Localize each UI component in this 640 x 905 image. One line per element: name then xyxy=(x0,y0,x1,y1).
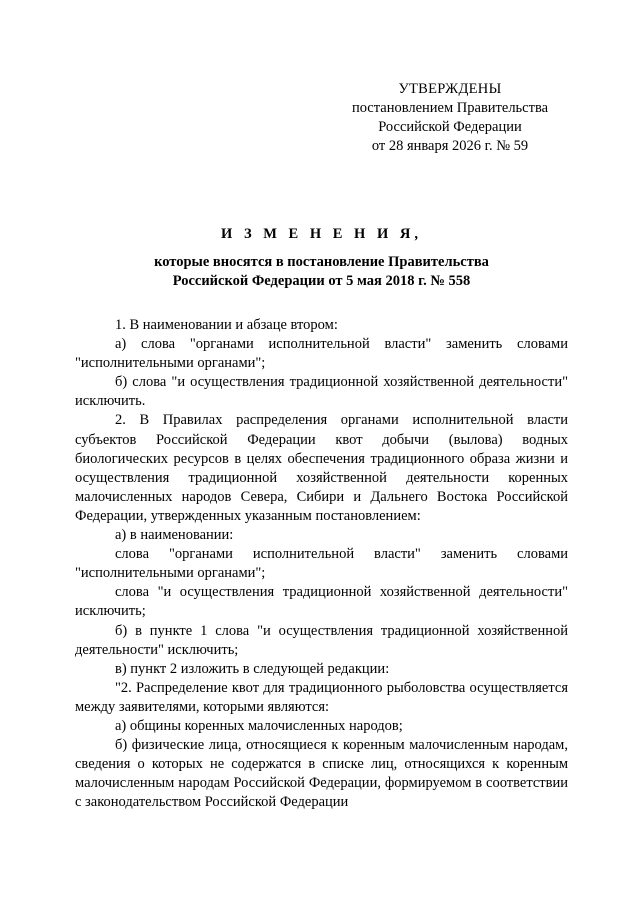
approval-stamp xyxy=(330,80,570,156)
paragraph: слова "и осуществления традиционной хозяйственной деятельности" исключить; xyxy=(75,584,568,620)
paragraph: а) в наименовании: xyxy=(115,527,234,544)
paragraph: а) общины коренных малочисленных народов; xyxy=(115,717,403,734)
paragraph: "2. Распределение квот для традиционного рыболовства осуществляется между заявителями, которыми являются: xyxy=(75,679,568,715)
paragraph: слова "органами исполнительной власти" заменить словами "исполнительными органами"; xyxy=(75,546,568,582)
title-subline: Российской Федерации от 5 мая 2018 г. № 558 xyxy=(172,273,471,289)
approval-line: от 28 января 2026 г. № 59 xyxy=(371,138,529,154)
paragraph: 2. В Правилах распределения органами исполнительной власти субъектов Российской Федерации квот добычи (вылова) водных биологических ресурсов в целях обеспечения традиционного образа жизни и осуществления традиционной хозяйственной деятельности коренных малочисленных народов Севера, Сибири и Дальнего Востока Российской Федерации, утвержденных указанным постановлением: xyxy=(75,412,568,524)
paragraph: б) физические лица, относящиеся к коренным малочисленным народам, сведения о которых не содержатся в списке лиц, относящихся к коренным малочисленным народам Российской Федерации, формируемом в соответствии с законодательством Российской Федерации xyxy=(75,737,568,811)
document-body xyxy=(75,316,568,812)
paragraph: в) пункт 2 изложить в следующей редакции: xyxy=(115,660,390,677)
paragraph: 1. В наименовании и абзаце втором: xyxy=(115,317,338,333)
document-title xyxy=(75,225,568,291)
approval-line: постановлением Правительства xyxy=(351,100,549,116)
title-heading: И З М Е Н Е Н И Я, xyxy=(221,226,422,242)
paragraph: а) слова "органами исполнительной власти" заменить словами "исполнительными органами"; xyxy=(75,336,568,372)
paragraph: б) в пункте 1 слова "и осуществления традиционной хозяйственной деятельности" исключить; xyxy=(75,622,568,658)
paragraph: б) слова "и осуществления традиционной хозяйственной деятельности" исключить. xyxy=(75,374,568,410)
approval-heading: УТВЕРЖДЕНЫ xyxy=(398,81,502,97)
approval-line: Российской Федерации xyxy=(378,119,522,135)
title-subline: которые вносятся в постановление Правительства xyxy=(154,254,489,270)
